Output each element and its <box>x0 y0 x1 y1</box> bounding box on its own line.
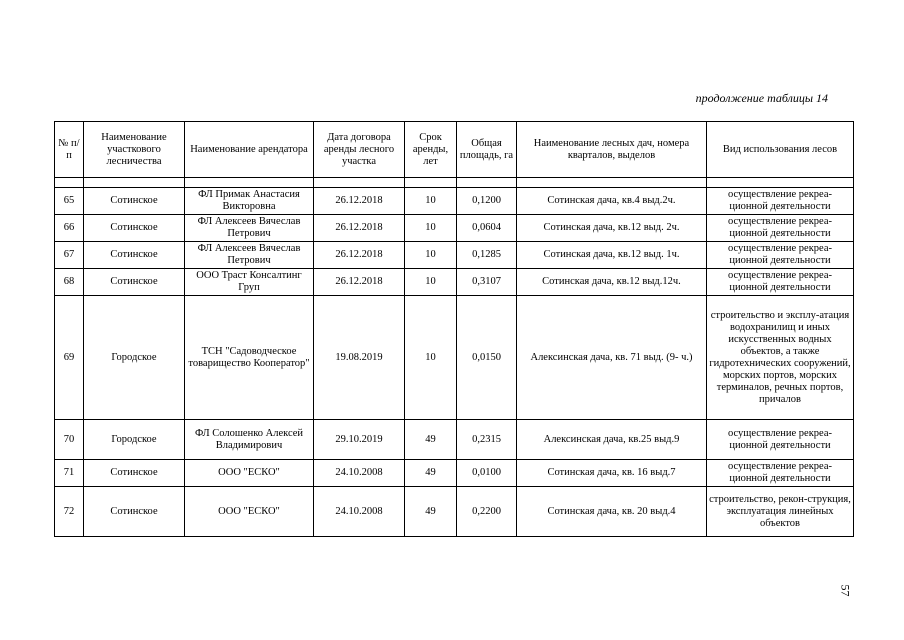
cell-date: 26.12.2018 <box>314 242 405 269</box>
table-row <box>55 215 854 242</box>
page-number: 57 <box>838 584 853 597</box>
cell-date: 26.12.2018 <box>314 188 405 215</box>
cell-num: 71 <box>55 460 84 487</box>
spacer-row <box>55 178 854 188</box>
cell-area: 0,3107 <box>457 269 517 296</box>
cell-forestry: Сотинское <box>84 460 185 487</box>
cell-tenant: ТСН "Садоводческое товарищество Кооператор" <box>185 296 314 420</box>
cell-forestry: Сотинское <box>84 487 185 537</box>
cell-num: 65 <box>55 188 84 215</box>
cell-dacha: Сотинская дача, кв. 16 выд.7 <box>517 460 707 487</box>
cell-term: 49 <box>405 487 457 537</box>
header-term: Срок аренды, лет <box>405 122 457 178</box>
header-date: Дата договора аренды лесного участка <box>314 122 405 178</box>
cell-forestry: Городское <box>84 420 185 460</box>
cell-area: 0,0100 <box>457 460 517 487</box>
cell-date: 19.08.2019 <box>314 296 405 420</box>
header-forestry: Наименование участкового лесничества <box>84 122 185 178</box>
cell-use: строительство и эксплу-атация водохранилищ и иных искусственных водных объектов, а также гидротехнических сооружений, морских портов, морских терминалов, речных портов, причалов <box>707 296 854 420</box>
cell-num: 67 <box>55 242 84 269</box>
cell-date: 29.10.2019 <box>314 420 405 460</box>
header-use: Вид использования лесов <box>707 122 854 178</box>
table-row <box>55 188 854 215</box>
cell-area: 0,2200 <box>457 487 517 537</box>
cell-area: 0,0150 <box>457 296 517 420</box>
cell-use: осуществление рекреа-ционной деятельности <box>707 215 854 242</box>
cell-dacha: Сотинская дача, кв. 20 выд.4 <box>517 487 707 537</box>
cell-term: 49 <box>405 420 457 460</box>
lease-table <box>54 121 854 537</box>
cell-tenant: ООО "ЕСКО" <box>185 487 314 537</box>
table-row <box>55 269 854 296</box>
cell-term: 10 <box>405 296 457 420</box>
cell-date: 26.12.2018 <box>314 215 405 242</box>
cell-forestry: Городское <box>84 296 185 420</box>
cell-num: 68 <box>55 269 84 296</box>
cell-use: строительство, рекон-струкция, эксплуатация линейных объектов <box>707 487 854 537</box>
table-row <box>55 420 854 460</box>
cell-dacha: Алексинская дача, кв.25 выд.9 <box>517 420 707 460</box>
cell-dacha: Сотинская дача, кв.4 выд.2ч. <box>517 188 707 215</box>
cell-tenant: ООО "ЕСКО" <box>185 460 314 487</box>
cell-forestry: Сотинское <box>84 269 185 296</box>
cell-num: 69 <box>55 296 84 420</box>
cell-dacha: Сотинская дача, кв.12 выд. 1ч. <box>517 242 707 269</box>
cell-num: 66 <box>55 215 84 242</box>
cell-term: 10 <box>405 188 457 215</box>
cell-use: осуществление рекреа-ционной деятельности <box>707 242 854 269</box>
cell-forestry: Сотинское <box>84 215 185 242</box>
cell-dacha: Сотинская дача, кв.12 выд.12ч. <box>517 269 707 296</box>
cell-num: 72 <box>55 487 84 537</box>
cell-tenant: ФЛ Алексеев Вячеслав Петрович <box>185 215 314 242</box>
cell-num: 70 <box>55 420 84 460</box>
cell-use: осуществление рекреа-ционной деятельности <box>707 420 854 460</box>
cell-term: 10 <box>405 215 457 242</box>
cell-use: осуществление рекреа-ционной деятельности <box>707 269 854 296</box>
cell-date: 24.10.2008 <box>314 487 405 537</box>
cell-forestry: Сотинское <box>84 242 185 269</box>
header-row <box>55 122 854 178</box>
cell-use: осуществление рекреа-ционной деятельности <box>707 188 854 215</box>
cell-date: 24.10.2008 <box>314 460 405 487</box>
cell-dacha: Сотинская дача, кв.12 выд. 2ч. <box>517 215 707 242</box>
cell-use: осуществление рекреа-ционной деятельности <box>707 460 854 487</box>
header-num: № п/п <box>55 122 84 178</box>
table-row <box>55 487 854 537</box>
cell-area: 0,1200 <box>457 188 517 215</box>
cell-area: 0,2315 <box>457 420 517 460</box>
cell-term: 10 <box>405 269 457 296</box>
table-row <box>55 460 854 487</box>
cell-dacha: Алексинская дача, кв. 71 выд. (9- ч.) <box>517 296 707 420</box>
cell-date: 26.12.2018 <box>314 269 405 296</box>
header-dachas: Наименование лесных дач, номера кварталов, выделов <box>517 122 707 178</box>
cell-tenant: ФЛ Солошенко Алексей Владимирович <box>185 420 314 460</box>
cell-area: 0,0604 <box>457 215 517 242</box>
cell-area: 0,1285 <box>457 242 517 269</box>
table-row <box>55 296 854 420</box>
cell-tenant: ФЛ Алексеев Вячеслав Петрович <box>185 242 314 269</box>
cell-term: 49 <box>405 460 457 487</box>
table-row <box>55 242 854 269</box>
cell-tenant: ФЛ Примак Анастасия Викторовна <box>185 188 314 215</box>
cell-term: 10 <box>405 242 457 269</box>
table-caption: продолжение таблицы 14 <box>695 91 828 105</box>
cell-forestry: Сотинское <box>84 188 185 215</box>
header-area: Общая площадь, га <box>457 122 517 178</box>
header-tenant: Наименование арендатора <box>185 122 314 178</box>
cell-tenant: ООО Траст Консалтинг Груп <box>185 269 314 296</box>
